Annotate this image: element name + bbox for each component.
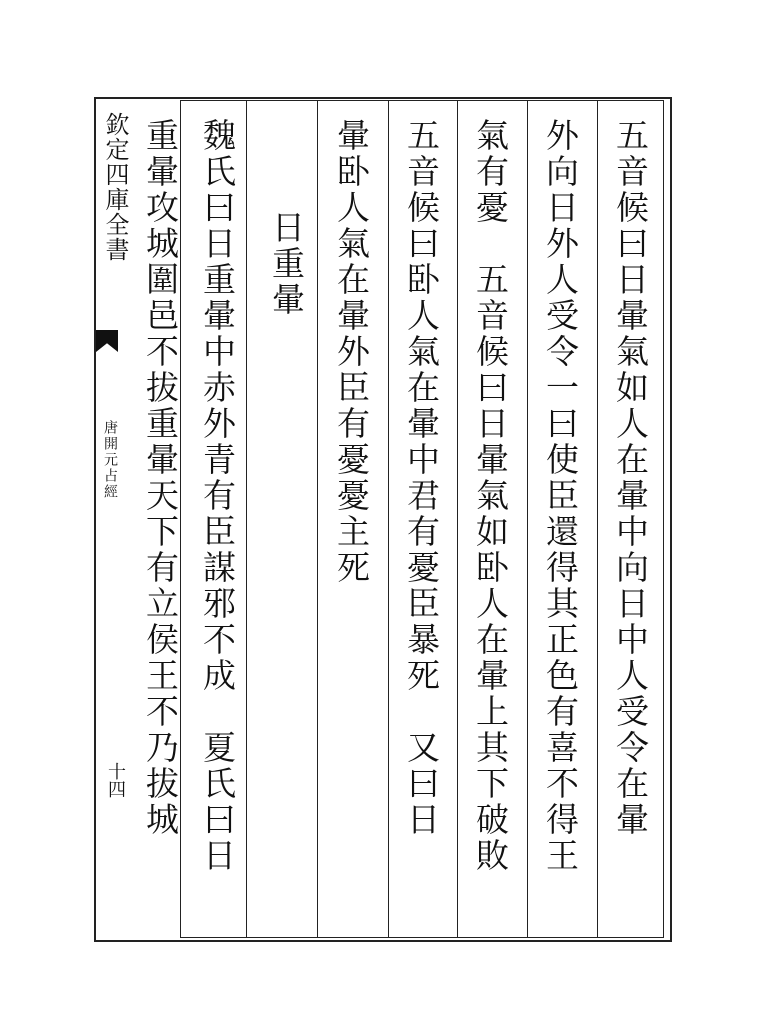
column-rule (527, 100, 528, 938)
column-rule (597, 100, 598, 938)
text-column-5: 暈卧人氣在暈外臣有憂憂主死 (332, 118, 371, 586)
column-rule (246, 100, 247, 938)
column-rule (388, 100, 389, 938)
column-rule (317, 100, 318, 938)
text-column-7: 重暈攻城圍邑不拔重暈天下有立侯王不乃拔城 (141, 118, 180, 838)
text-column-4: 五音候曰卧人氣在暈中君有憂臣暴死 又曰日 (402, 118, 441, 838)
volume-title: 唐開元占經 (102, 420, 118, 500)
column-rule (457, 100, 458, 938)
text-column-6: 魏氏曰日重暈中赤外青有臣謀邪不成 夏氏曰日 (198, 118, 237, 874)
text-column-1: 五音候曰日暈氣如人在暈中向日中人受令在暈 (611, 118, 650, 838)
page-number: 十四 (105, 762, 126, 798)
text-column-3: 氣有憂 五音候曰日暈氣如卧人在暈上其下破敗 (471, 118, 510, 874)
text-column-2: 外向日外人受令一曰使臣還得其正色有喜不得王 (541, 118, 580, 874)
section-heading: 日重暈 (267, 210, 306, 318)
book-title: 欽定四庫全書 (101, 112, 129, 262)
